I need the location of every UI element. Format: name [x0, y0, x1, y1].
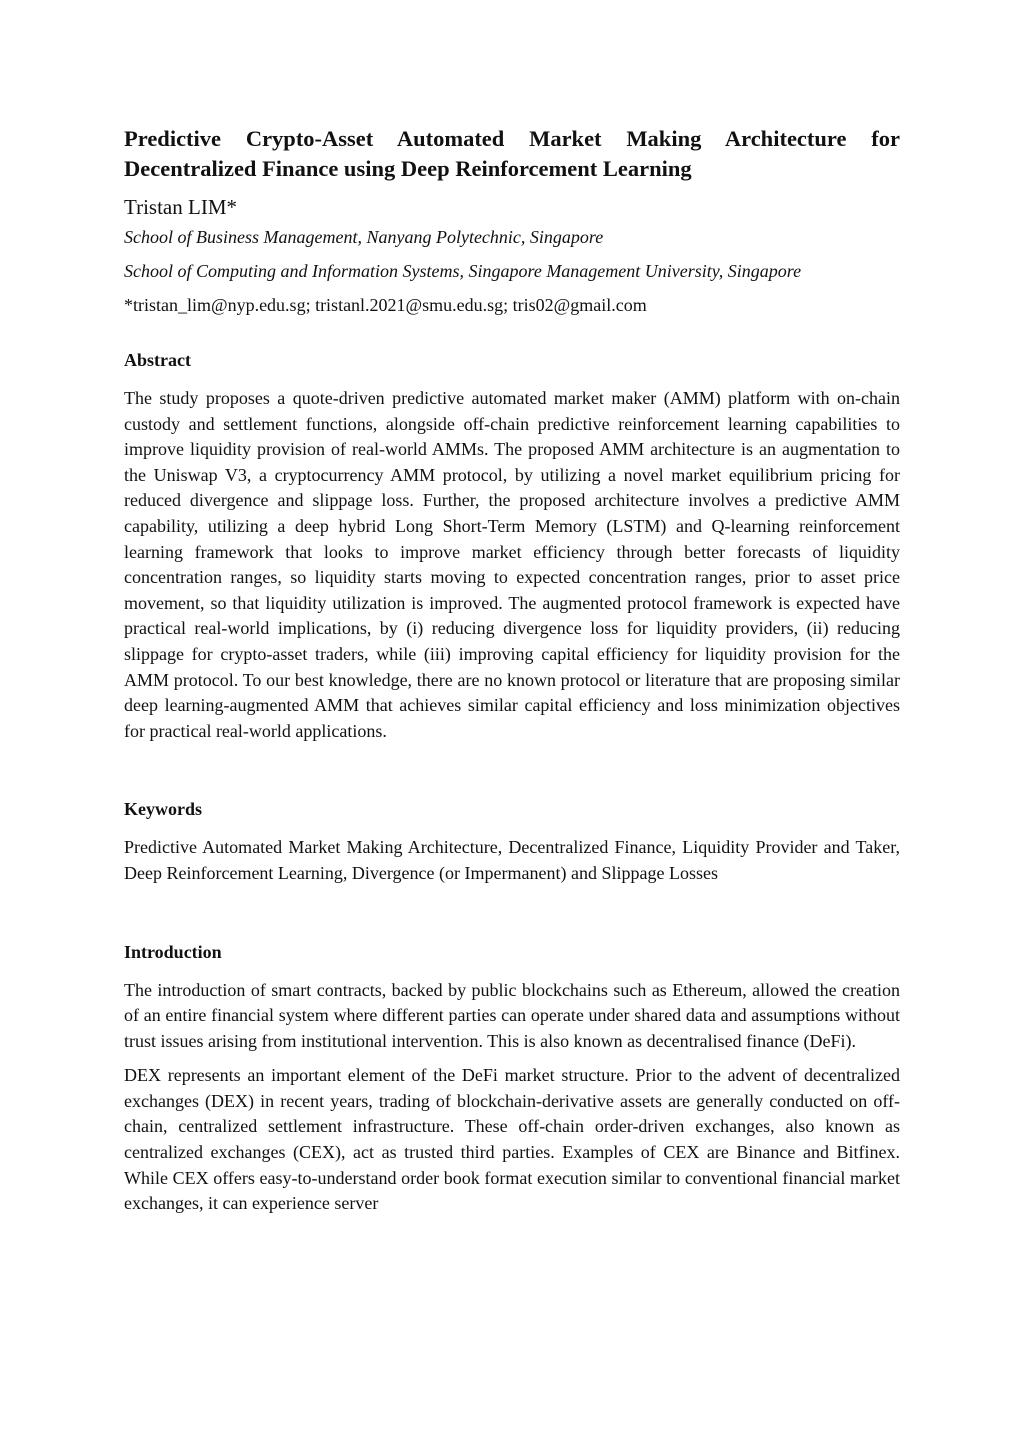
- introduction-heading: Introduction: [124, 941, 222, 962]
- keywords-text: Predictive Automated Market Making Architecture, Decentralized Finance, Liquidity Provider and Taker, Deep Reinforcement Learning, Divergence (or Impermanent) and Slippage Losses: [124, 837, 900, 883]
- paper-page: [124, 124, 900, 1217]
- paper-title: Predictive Crypto-Asset Automated Market Making Architecture for Decentralized Finance using Deep Reinforcement Learning: [124, 126, 900, 181]
- author-emails: *tristan_lim@nyp.edu.sg; tristanl.2021@smu.edu.sg; tris02@gmail.com: [124, 295, 647, 315]
- affiliation-2: School of Computing and Information Systems, Singapore Management University, Singapore: [124, 261, 802, 281]
- paper-author: Tristan LIM*: [124, 195, 237, 219]
- introduction-paragraph-1: The introduction of smart contracts, backed by public blockchains such as Ethereum, allowed the creation of an entire financial system where different parties can operate under shared data and assumptions without trust issues arising from institutional intervention. This is also known as decentralised finance (DeFi).: [124, 979, 900, 1051]
- keywords-heading: Keywords: [124, 799, 202, 820]
- abstract-heading: Abstract: [124, 350, 191, 370]
- introduction-paragraph-2: DEX represents an important element of the DeFi market structure. Prior to the advent of decentralized exchanges (DEX) in recent years, trading of blockchain-derivative assets are generally conducted on off-chain, centralized settlement infrastructure. These off-chain order-driven exchanges, also known as centralized exchanges (CEX), act as trusted third parties. Examples of CEX are Binance and Bitfinex. While CEX offers easy-to-understand order book format execution similar to conventional financial market exchanges, it can experience server: [124, 1065, 900, 1214]
- affiliation-1: School of Business Management, Nanyang Polytechnic, Singapore: [124, 227, 604, 247]
- abstract-text: The study proposes a quote-driven predictive automated market maker (AMM) platform with on-chain custody and settlement functions, alongside off-chain predictive reinforcement learning capabilities to improve liquidity provision of real-world AMMs. The proposed AMM architecture is an augmentation to the Uniswap V3, a cryptocurrency AMM protocol, by utilizing a novel market equilibrium pricing for reduced divergence and slippage loss. Further, the proposed architecture involves a predictive AMM capability, utilizing a deep hybrid Long Short-Term Memory (LSTM) and Q-learning reinforcement learning framework that looks to improve market efficiency through better forecasts of liquidity concentration ranges, so liquidity starts moving to expected concentration ranges, prior to asset price movement, so that liquidity utilization is improved. The augmented protocol framework is expected have practical real-world implications, by (i) reducing divergence loss for liquidity providers, (ii) reducing slippage for crypto-asset traders, while (iii) improving capital efficiency for liquidity provision for the AMM protocol. To our best knowledge, there are no known protocol or literature that are proposing similar deep learning-augmented AMM that achieves similar capital efficiency and loss minimization objectives for practical real-world applications.: [124, 388, 900, 741]
